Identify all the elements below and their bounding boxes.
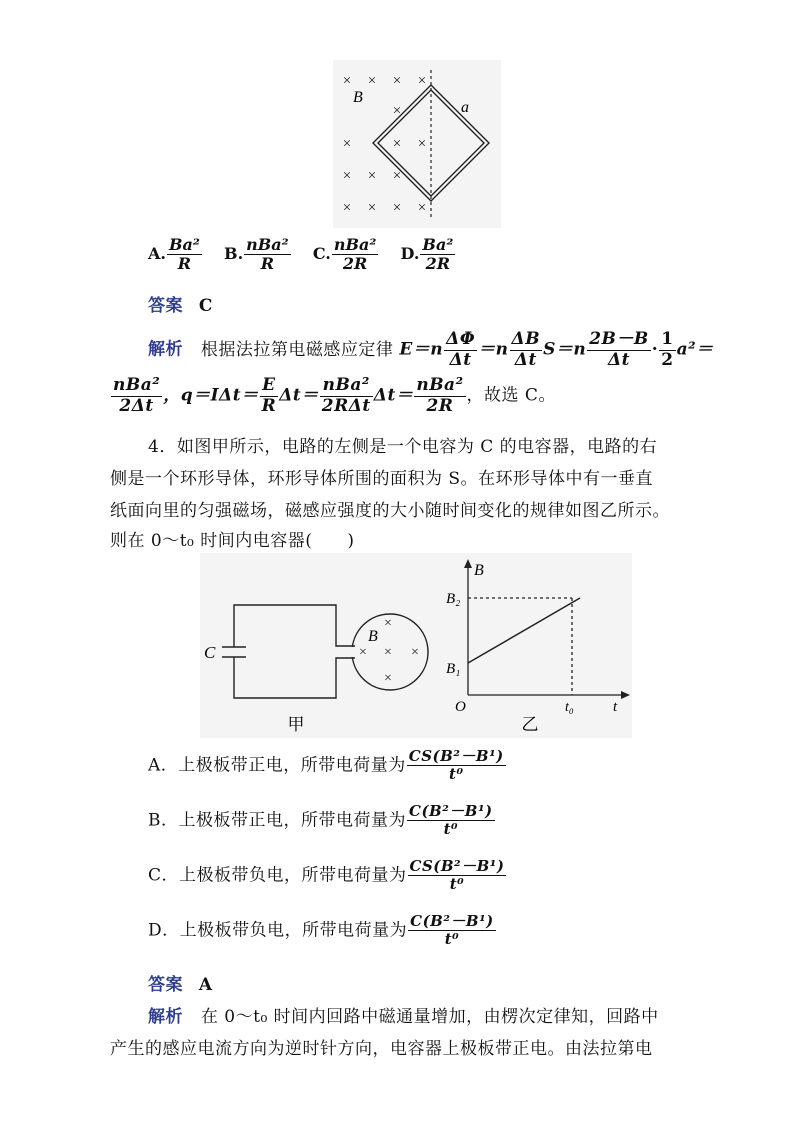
tick-t0: t₀ <box>565 700 574 715</box>
svg-text:×: × <box>342 168 352 184</box>
q4-answer: 答案 A <box>148 975 213 995</box>
svg-text:×: × <box>392 168 402 184</box>
square-loop-figure <box>333 60 501 228</box>
q4-option-b[interactable]: B．上极板带正电，所带电荷量为 $\frac{\text{C(B²－B¹)}}{\text{t⁰}}$ <box>148 802 493 839</box>
q4-stem-line4: 则在 0～t₀ 时间内电容器( ) <box>110 531 355 551</box>
svg-text:×: × <box>367 73 377 89</box>
svg-text:×: × <box>384 616 392 631</box>
svg-text:×: × <box>359 645 367 660</box>
q3-options <box>148 236 456 274</box>
origin-label: O <box>455 699 466 715</box>
svg-text:×: × <box>417 73 427 89</box>
field-label-b: B <box>353 89 363 106</box>
tick-b2: B₂ <box>446 591 461 607</box>
q4-figures <box>200 553 632 738</box>
svg-text:×: × <box>392 73 402 89</box>
svg-text:×: × <box>342 200 352 216</box>
svg-text:×: × <box>417 200 427 216</box>
q4-stem-line3: 纸面向里的匀强磁场，磁感应强度的大小随时间变化的规律如图乙所示。 <box>110 501 670 521</box>
caption-yi: 乙 <box>521 715 539 734</box>
caption-jia: 甲 <box>287 715 305 734</box>
q4-option-d[interactable]: D．上极板带负电，所带电荷量为 $\frac{\text{C(B²－B¹)}}{\text{t⁰}}$ <box>148 912 494 949</box>
svg-text:×: × <box>367 168 377 184</box>
q3-analysis-line2: $\frac{\text{nBa²}}{2\Delta t}$ ，q＝IΔt＝ $\frac{E}{R}$ Δt＝ $\frac{\text{nBa²}}{\text{2RΔt}}$ Δt＝ $\frac{\text{nBa²}}{2R}$ ，故选 C。 <box>113 375 556 416</box>
option-d[interactable]: D. $\frac{\text{Ba²}}{2R}$ <box>400 235 454 274</box>
q3-answer: 答案 C <box>148 296 213 316</box>
option-b[interactable]: B. $\frac{\text{nBa²}}{R}$ <box>224 235 289 274</box>
q4-analysis-line2: 产生的感应电流方向为逆时针方向，电容器上极板带正电。由法拉第电 <box>110 1039 653 1059</box>
axis-label-t: t <box>613 699 618 715</box>
ring-field-label: B <box>368 628 378 645</box>
svg-text:×: × <box>342 73 352 89</box>
capacitor-label: C <box>204 643 216 662</box>
svg-text:×: × <box>392 136 402 152</box>
q4-analysis-line1: 解析 在 0～t₀ 时间内回路中磁通量增加，由楞次定律知，回路中 <box>148 1007 659 1027</box>
svg-text:×: × <box>411 645 419 660</box>
q4-stem-line2: 侧是一个环形导体，环形导体所围的面积为 S。在环形导体中有一垂直 <box>110 469 654 489</box>
svg-text:×: × <box>417 136 427 152</box>
svg-text:×: × <box>392 200 402 216</box>
option-c[interactable]: C. $\frac{\text{nBa²}}{2R}$ <box>312 235 377 274</box>
q4-option-c[interactable]: C．上极板带负电，所带电荷量为 $\frac{\text{CS(B²－B¹)}}{\text{t⁰}}$ <box>148 857 505 894</box>
svg-text:×: × <box>367 200 377 216</box>
svg-text:×: × <box>392 103 402 119</box>
tick-b1: B₁ <box>446 661 461 677</box>
svg-text:×: × <box>342 136 352 152</box>
q4-stem-line1: 4．如图甲所示，电路的左侧是一个电容为 C 的电容器，电路的右 <box>148 437 658 457</box>
axis-label-b: B <box>474 562 484 579</box>
option-a[interactable]: A. $\frac{\text{Ba²}}{R}$ <box>148 235 200 274</box>
svg-text:×: × <box>384 671 392 686</box>
side-label-a: a <box>461 99 469 116</box>
q3-analysis-line1: 解析 根据法拉第电磁感应定律 E＝n $\frac{\Delta\Phi}{\Delta t}$ ＝n $\frac{\Delta B}{\Delta t}$ S＝n $\frac{2B-B}{\Delta t}$ · $\frac{1}{2}$ a²＝ <box>148 329 714 370</box>
q4-option-a[interactable]: A．上极板带正电，所带电荷量为 $\frac{\text{CS(B²－B¹)}}{\text{t⁰}}$ <box>148 747 504 784</box>
svg-text:×: × <box>384 645 392 660</box>
